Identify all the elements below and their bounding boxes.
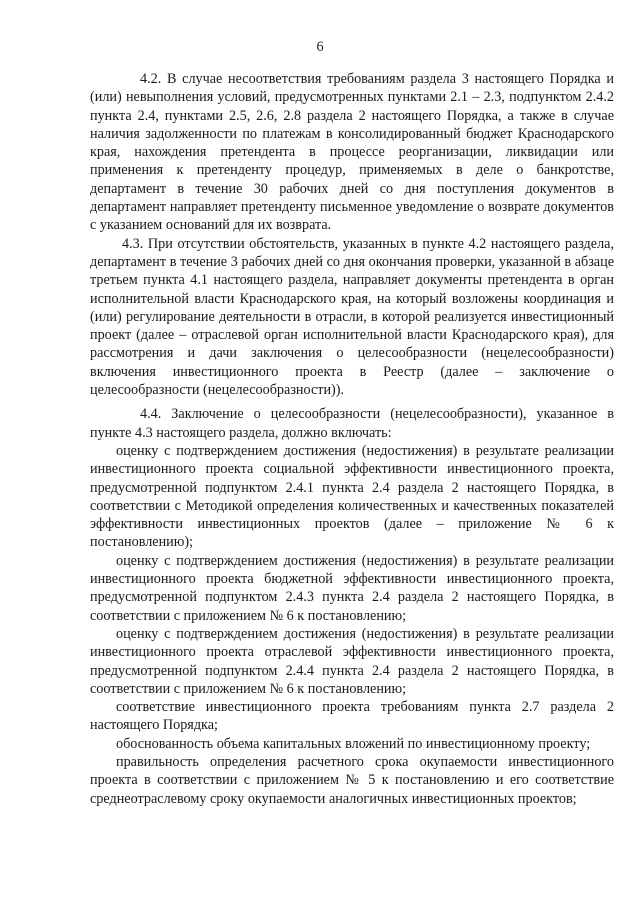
page-number: 6	[316, 39, 324, 55]
list-item-industry-efficiency: оценку с подтверждением достижения (недостижения) в результате реализации инвестиционного проекта отраслевой эффективности инвестиционного проекта, предусмотренной подпунктом 2.4.4 пункта 2.4 раздела 2 настоящего Порядка, в соответствии с приложением № 6 к постановлению;	[90, 625, 614, 697]
paragraph-4-4: 4.4. Заключение о целесообразности (нецелесообразности), указанное в пункте 4.3 настоящего раздела, должно включать:	[90, 406, 614, 441]
paragraph-4-2: 4.2. В случае несоответствия требованиям раздела 3 настоящего Порядка и (или) невыполнения условий, предусмотренных пунктами 2.1 – 2.3, подпунктом 2.4.2 пункта 2.4, пунктами 2.5, 2.6, 2.8 раздела 2 настоящего Порядка, а также в случае наличия задолженности по платежам в консолидированный бюджет Краснодарского края, нахождения претендента в процессе реорганизации, ликвидации или применения к претенденту процедур, применяемых в деле о банкротстве, департамент в течение 30 рабочих дней со дня поступления документов в департамент направляет претенденту письменное уведомление о возврате документов с указанием оснований для их возврата.	[90, 71, 614, 234]
list-item-social-efficiency: оценку с подтверждением достижения (недостижения) в результате реализации инвестиционного проекта социальной эффективности инвестиционного проекта, предусмотренной подпунктом 2.4.1 пункта 2.4 раздела 2 настоящего Порядка, в соответствии с Методикой определения количественных и качественных показателей эффективности инвестиционных проектов (далее – приложение № 6 к постановлению);	[90, 442, 614, 551]
list-item-capital-investment: обоснованность объема капитальных вложений по инвестиционному проекту;	[116, 735, 591, 752]
list-item-budget-efficiency: оценку с подтверждением достижения (недостижения) в результате реализации инвестиционного проекта бюджетной эффективности инвестиционного проекта, предусмотренной подпунктом 2.4.3 пункта 2.4 раздела 2 настоящего Порядка, в соответствии с приложением № 6 к постановлению;	[90, 552, 614, 624]
list-item-compliance: соответствие инвестиционного проекта требованиям пункта 2.7 раздела 2 настоящего Порядка;	[90, 699, 614, 734]
list-item-payback-period: правильность определения расчетного срока окупаемости инвестиционного проекта в соответствии с приложением № 5 к постановлению и его соответствие среднеотраслевому сроку окупаемости аналогичных инвестиционных проектов;	[90, 753, 614, 807]
document-body	[90, 70, 614, 808]
paragraph-4-3: 4.3. При отсутствии обстоятельств, указанных в пункте 4.2 настоящего раздела, департамент в течение 3 рабочих дней со дня окончания проверки, указанной в абзаце третьем пункта 4.1 настоящего раздела, направляет документы претендента в орган исполнительной власти Краснодарского края, на который возложены координация и (или) регулирование деятельности в отрасли, в которой реализуется инвестиционный проект (далее – отраслевой орган исполнительной власти Краснодарского края), для рассмотрения и дачи заключения о целесообразности (нецелесообразности) включения инвестиционного проекта в Реестр (далее – заключение о целесообразности (нецелесообразности)).	[90, 235, 614, 399]
